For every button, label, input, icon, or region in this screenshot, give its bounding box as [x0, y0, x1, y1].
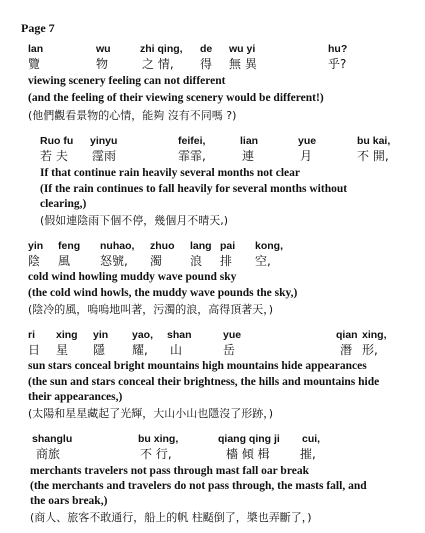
hanzi-token: 連 — [242, 149, 255, 163]
hanzi-token: 若 夫 — [40, 149, 68, 163]
translation-line: clearing,) — [40, 198, 87, 210]
hanzi-token: 星 — [56, 343, 69, 357]
hanzi-token: 霪雨 — [92, 149, 117, 163]
hanzi-token: 岳 — [223, 343, 236, 357]
pinyin-token: yin — [28, 240, 44, 252]
pinyin-token: xing — [56, 329, 78, 341]
gloss-line: sun stars conceal bright mountains high mountains hide appearances — [28, 360, 367, 372]
translation-line: their appearances,) — [28, 391, 123, 403]
hanzi-token: 排 — [220, 254, 233, 268]
hanzi-token: 得 — [200, 57, 213, 71]
pinyin-token: Ruo fu — [40, 135, 74, 147]
pinyin-token: yue — [298, 135, 317, 147]
pinyin-token: lian — [240, 135, 259, 147]
pinyin-token: yin — [93, 329, 109, 341]
chinese-translation-line: (假如連陰雨下個不停，幾個月不晴天,) — [40, 214, 229, 227]
translation-line: (the cold wind howls, the muddy wave pounds the sky,) — [28, 287, 298, 299]
pinyin-token: pai — [220, 240, 236, 252]
hanzi-token: 日 — [28, 343, 41, 357]
translation-line: (the sun and stars conceal their brightness, the hills and mountains hide — [28, 376, 380, 388]
pinyin-token: hu? — [328, 43, 348, 55]
pinyin-token: yao, — [132, 329, 154, 341]
hanzi-token: 不 開, — [357, 149, 389, 163]
chinese-translation-line: (他們觀看景物的心情，能夠 沒有不同嗎 ?) — [28, 109, 237, 122]
pinyin-token: lang — [190, 240, 212, 252]
chinese-translation-line: (商人、旅客不敢通行，船上的帆 柱颳倒了，槳也弄斷了，) — [30, 511, 312, 524]
pinyin-token: bu xing, — [138, 433, 179, 445]
hanzi-token: 檣 傾 楫 — [226, 447, 270, 461]
hanzi-token: 霏霏, — [178, 149, 206, 163]
hanzi-token: 潛 — [340, 343, 353, 357]
pinyin-token: qiang qing ji — [218, 433, 280, 445]
hanzi-token: 耀, — [132, 343, 148, 357]
hanzi-token: 物 — [96, 57, 109, 71]
hanzi-token: 浪 — [190, 254, 203, 268]
pinyin-token: nuhao, — [100, 240, 135, 252]
pinyin-token: feifei, — [178, 135, 206, 147]
translation-line: the oars break,) — [30, 495, 108, 507]
pinyin-token: wu — [96, 43, 111, 55]
pinyin-token: zhi qing, — [140, 43, 183, 55]
pinyin-token: feng — [58, 240, 81, 252]
chinese-translation-line: (陰冷的風，嗚嗚地叫著，污濁的浪，高得頂著天，) — [28, 303, 274, 316]
hanzi-token: 濁 — [150, 254, 163, 268]
hanzi-token: 摧, — [300, 447, 316, 461]
pinyin-token: kong, — [255, 240, 283, 252]
pinyin-token: bu kai, — [357, 135, 391, 147]
pinyin-token: de — [200, 43, 213, 55]
pinyin-token: ri — [28, 329, 36, 341]
page-number: Page 7 — [21, 21, 55, 35]
hanzi-token: 無 異 — [229, 57, 257, 71]
pinyin-token: lan — [28, 43, 44, 55]
pinyin-token: shanglu — [32, 433, 73, 445]
hanzi-token: 風 — [58, 254, 71, 268]
gloss-line: merchants travelers not pass through mast fall oar break — [30, 465, 309, 477]
hanzi-token: 月 — [300, 149, 313, 163]
gloss-line: viewing scenery feeling can not different — [28, 75, 226, 87]
translation-line: (If the rain continues to fall heavily for several months without — [40, 183, 348, 195]
pinyin-token: wu yi — [229, 43, 256, 55]
hanzi-token: 怒號, — [100, 254, 128, 268]
pinyin-token: qian — [336, 329, 358, 341]
hanzi-token: 隱 — [93, 343, 106, 357]
hanzi-token: 覽 — [28, 57, 41, 71]
pinyin-token: zhuo — [150, 240, 175, 252]
pinyin-token: cui, — [302, 433, 321, 445]
hanzi-token: 空, — [255, 254, 271, 268]
pinyin-token: yinyu — [90, 135, 118, 147]
hanzi-token: 之 情, — [142, 57, 174, 71]
hanzi-token: 山 — [170, 343, 183, 357]
hanzi-token: 乎? — [328, 57, 347, 71]
gloss-line: cold wind howling muddy wave pound sky — [28, 271, 237, 283]
translation-line: (the merchants and travelers do not pass through, the masts fall, and — [30, 480, 367, 492]
gloss-line: If that continue rain heavily several months not clear — [40, 167, 301, 179]
hanzi-token: 商旅 — [36, 447, 61, 461]
pinyin-token: xing, — [362, 329, 387, 341]
hanzi-token: 形, — [362, 343, 378, 357]
pinyin-token: yue — [223, 329, 242, 341]
hanzi-token: 陰 — [28, 254, 41, 268]
pinyin-token: shan — [167, 329, 192, 341]
hanzi-token: 不 行, — [140, 447, 172, 461]
chinese-translation-line: (太陽和星星藏起了光輝，大山小山也隱沒了形跡，) — [28, 407, 274, 420]
translation-line: (and the feeling of their viewing scenery would be different!) — [28, 92, 324, 104]
